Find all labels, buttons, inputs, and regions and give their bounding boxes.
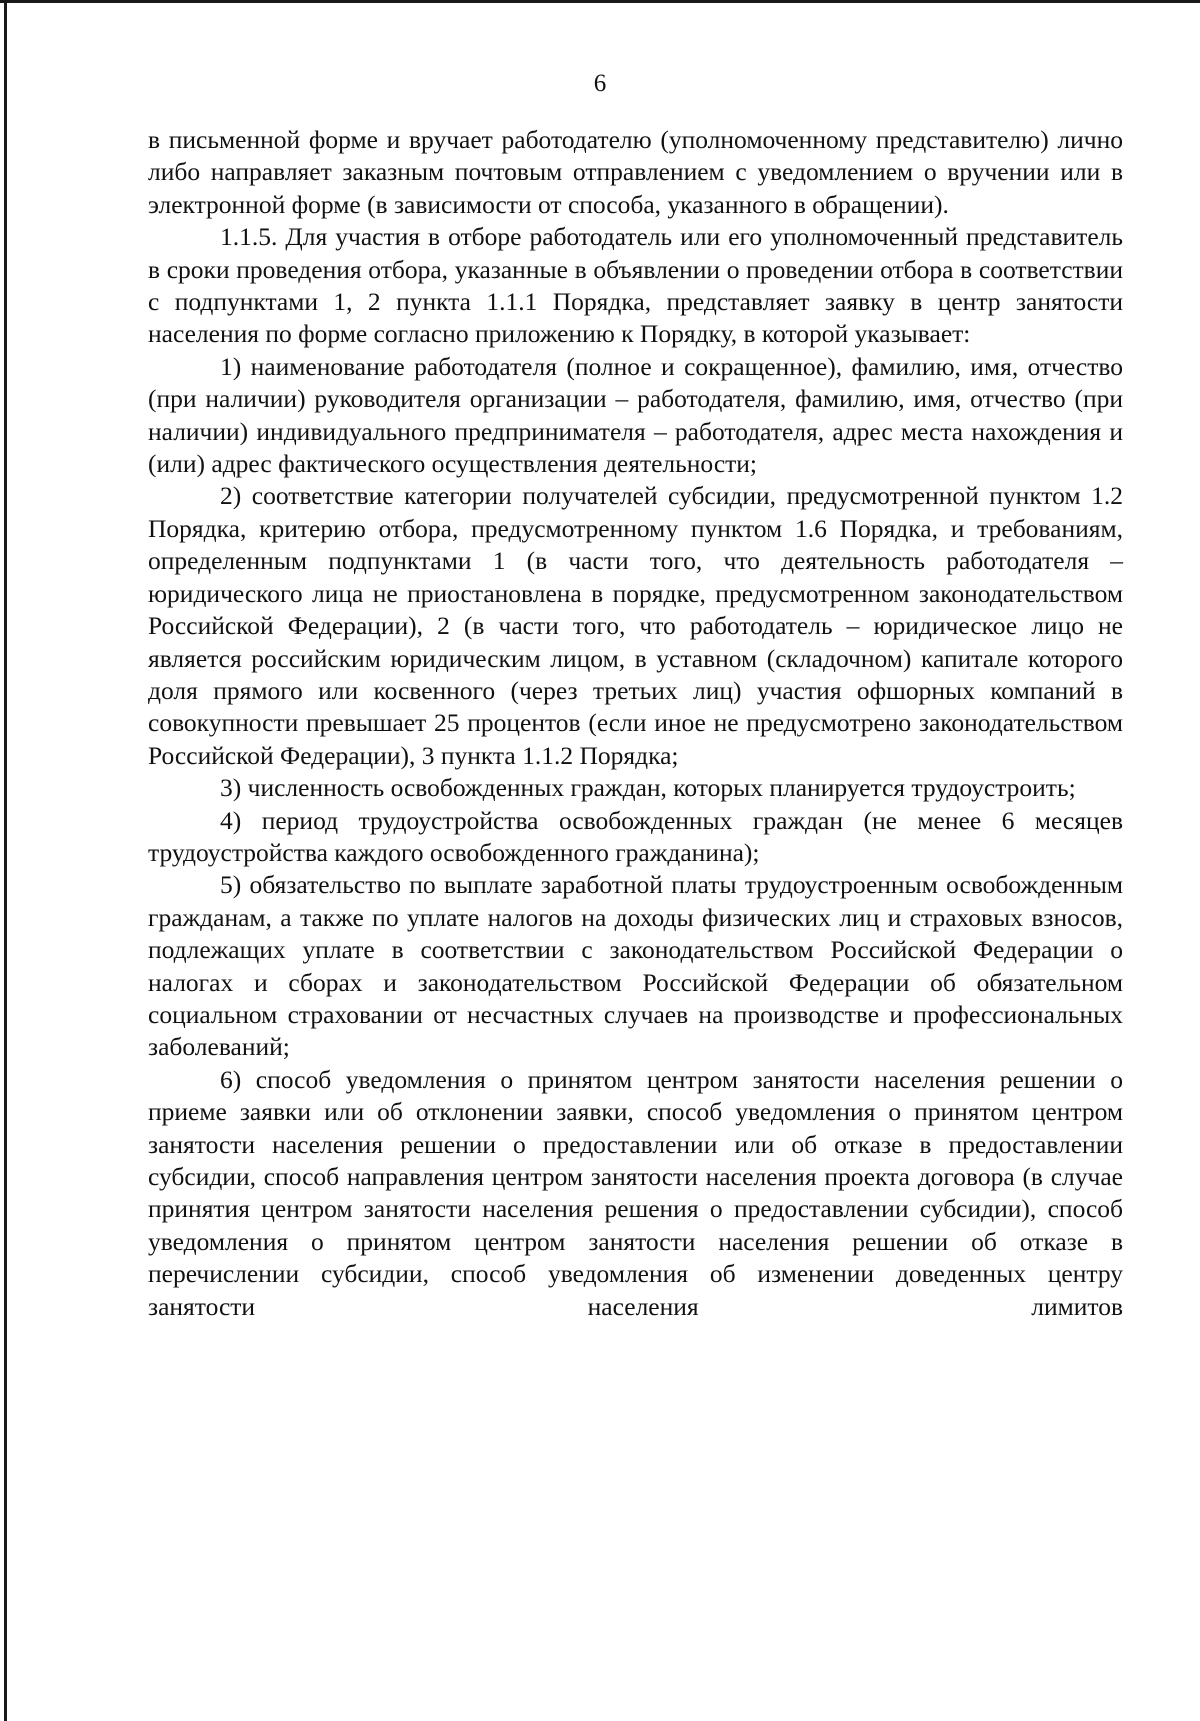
page-number: 6 [593,70,607,97]
paragraph-item-5: 5) обязательство по выплате заработной платы трудоустроенным освобожденным гражданам, а также по уплате налогов на доходы физических лиц и страховых взносов, подлежащих уплате в соответствии с законодательством Российской Федерации о налогах и сборах и законодательством Российской Федерации об обязательном социальном страховании от несчастных случаев на производстве и профессиональных заболеваний; [148,870,1123,1062]
paragraph-item-4: 4) период трудоустройства освобожденных граждан (не менее 6 месяцев трудоустройства каждого освобожденного гражданина); [148,805,1123,867]
paragraph-item-1: 1) наименование работодателя (полное и сокращенное), фамилию, имя, отчество (при наличии) руководителя организации – работодателя, фамилию, имя, отчество (при наличии) индивидуального предпринимателя – работодателя, адрес места нахождения и (или) адрес фактического осуществления деятельности; [148,351,1123,479]
scan-left-edge [4,0,7,1721]
paragraph-item-3: 3) численность освобожденных граждан, которых планируется трудоустроить; [220,773,1076,803]
paragraph-item-6: 6) способ уведомления о принятом центром занятости населения решении о приеме заявки или об отклонении заявки, способ уведомления о принятом центром занятости населения решении о предоставлении или об отказе в предоставлении субсидии, способ направления центром занятости населения проекта договора (в случае принятия центром занятости населения решения о предоставлении субсидии), способ уведомления о принятом центром занятости населения решении об отказе в перечислении субсидии, способ уведомления об изменении доведенных центру занятости населения лимитов [148,1064,1123,1321]
paragraph-continuation: в письменной форме и вручает работодателю (уполномоченному представителю) лично либо направляет заказным почтовым отправлением с уведомлением о вручении или в электронной форме (в зависимости от способа, указанного в обращении). [148,125,1123,219]
scan-top-edge [0,0,1200,3]
document-body [148,124,1123,1323]
paragraph-clause-1-1-5: 1.1.5. Для участия в отборе работодатель или его уполномоченный представитель в сроки проведения отбора, указанные в объявлении о проведении отбора в соответствии с подпунктами 1, 2 пункта 1.1.1 Порядка, представляет заявку в центр занятости населения по форме согласно приложению к Порядку, в которой указывает: [148,222,1123,349]
paragraph-item-2: 2) соответствие категории получателей субсидии, предусмотренной пунктом 1.2 Порядка, критерию отбора, предусмотренному пунктом 1.6 Порядка, и требованиям, определенным подпунктами 1 (в части того, что деятельность работодателя – юридического лица не приостановлена в порядке, предусмотренном законодательством Российской Федерации), 2 (в части того, что работодатель – юридическое лицо не является российским юридическим лицом, в уставном (складочном) капитале которого доля прямого или косвенного (через третьих лиц) участия офшорных компаний в совокупности превышает 25 процентов (если иное не предусмотрено законодательством Российской Федерации), 3 пункта 1.1.2 Порядка; [148,481,1123,770]
